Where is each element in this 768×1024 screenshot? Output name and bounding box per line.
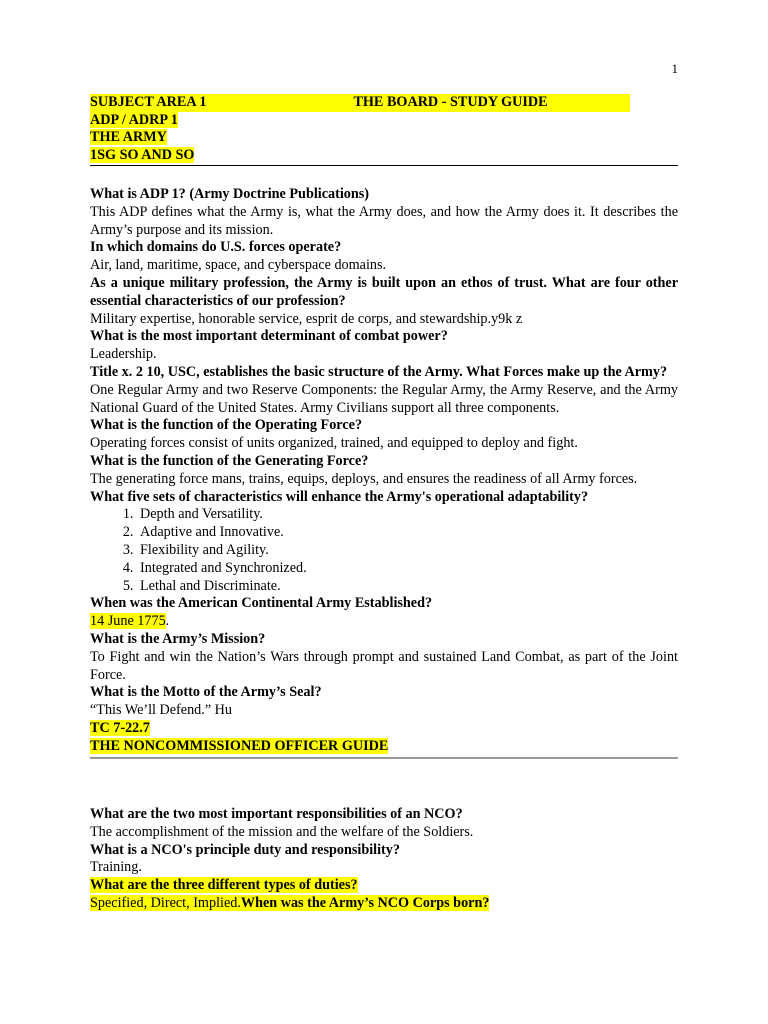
question-text: What are the three different types of duties? (90, 877, 358, 894)
section-title-line1 (90, 720, 678, 738)
list-item: 3. Flexibility and Agility. (137, 542, 678, 560)
answer: One Regular Army and two Reserve Components: the Regular Army, the Army Reserve, and the Army National Guard of the United States. Army Civilians support all three components. (90, 381, 678, 416)
question-highlighted (90, 877, 678, 895)
answer-highlighted (90, 895, 678, 913)
answer: Operating forces consist of units organized, trained, and equipped to deploy and fight. (90, 435, 578, 452)
section-title-line2 (90, 738, 678, 756)
answer: Military expertise, honorable service, esprit de corps, and stewardship.y9k z (90, 310, 523, 327)
answer: This ADP defines what the Army is, what the Army does, and how the Army does it. It describes the Army’s purpose and its mission. (90, 203, 678, 238)
nco-guide-title: THE NONCOMMISSIONED OFFICER GUIDE (90, 737, 389, 754)
question: What is the Motto of the Army’s Seal? (90, 684, 322, 701)
answer: Training. (90, 859, 142, 876)
question: When was the American Continental Army Established? (90, 595, 433, 612)
answer-suffix: . (165, 613, 170, 630)
header-army: THE ARMY (90, 129, 167, 146)
header-adp: ADP / ADRP 1 (90, 111, 178, 128)
list-item: 1. Depth and Versatility. (137, 506, 678, 524)
answer: The accomplishment of the mission and the welfare of the Soldiers. (90, 823, 474, 840)
next-question: When was the Army’s NCO Corps born? (240, 894, 490, 911)
question: What is ADP 1? (Army Doctrine Publications) (90, 186, 370, 202)
answer: The generating force mans, trains, equips, deploys, and ensures the readiness of all Army forces. (90, 470, 638, 487)
answer (90, 613, 678, 631)
header-row-3 (90, 129, 678, 147)
question: What is the most important determinant of combat power? (90, 328, 448, 345)
section-adp1 (90, 186, 678, 759)
question: What is the function of the Operating Force? (90, 417, 363, 434)
study-guide-title: THE BOARD - STUDY GUIDE (353, 94, 548, 110)
section-nco (90, 806, 678, 913)
subject-area: SUBJECT AREA 1 (90, 94, 207, 110)
question: Title x. 2 10, USC, establishes the basic structure of the Army. What Forces make up the Army? (90, 363, 668, 380)
answer: To Fight and win the Nation’s Wars through prompt and sustained Land Combat, as part of the Joint Force. (90, 648, 678, 683)
question: As a unique military profession, the Army is built upon an ethos of trust. What are four other essential characteristics of our profession? (90, 274, 678, 309)
list-item: 4. Integrated and Synchronized. (137, 560, 678, 578)
answer-date: 14 June 1775 (90, 613, 166, 630)
header-divider (90, 165, 678, 166)
header-row-1 (90, 94, 678, 112)
question: In which domains do U.S. forces operate? (90, 239, 342, 256)
header-author: 1SG SO AND SO (90, 146, 195, 163)
list-item: 5. Lethal and Discriminate. (137, 578, 678, 596)
question: What are the two most important responsibilities of an NCO? (90, 806, 463, 822)
question: What is the Army’s Mission? (90, 630, 266, 647)
page-number: 1 (671, 61, 678, 76)
answer: Air, land, maritime, space, and cyberspace domains. (90, 257, 387, 274)
question: What five sets of characteristics will enhance the Army's operational adaptability? (90, 488, 589, 505)
list-item: 2. Adaptive and Innovative. (137, 524, 678, 542)
question: What is the function of the Generating Force? (90, 452, 369, 469)
answer: “This We’ll Defend.” Hu (90, 702, 232, 719)
tc-reference: TC 7-22.7 (90, 719, 150, 736)
question: What is a NCO's principle duty and responsibility? (90, 841, 400, 858)
answer-text: Specified, Direct, Implied. (90, 894, 241, 911)
header-row-2 (90, 112, 678, 130)
header-row-4 (90, 147, 678, 165)
document-header (90, 94, 678, 166)
section-divider (90, 757, 678, 759)
characteristics-list (90, 506, 678, 595)
header-highlight (90, 94, 630, 112)
answer: Leadership. (90, 346, 157, 363)
